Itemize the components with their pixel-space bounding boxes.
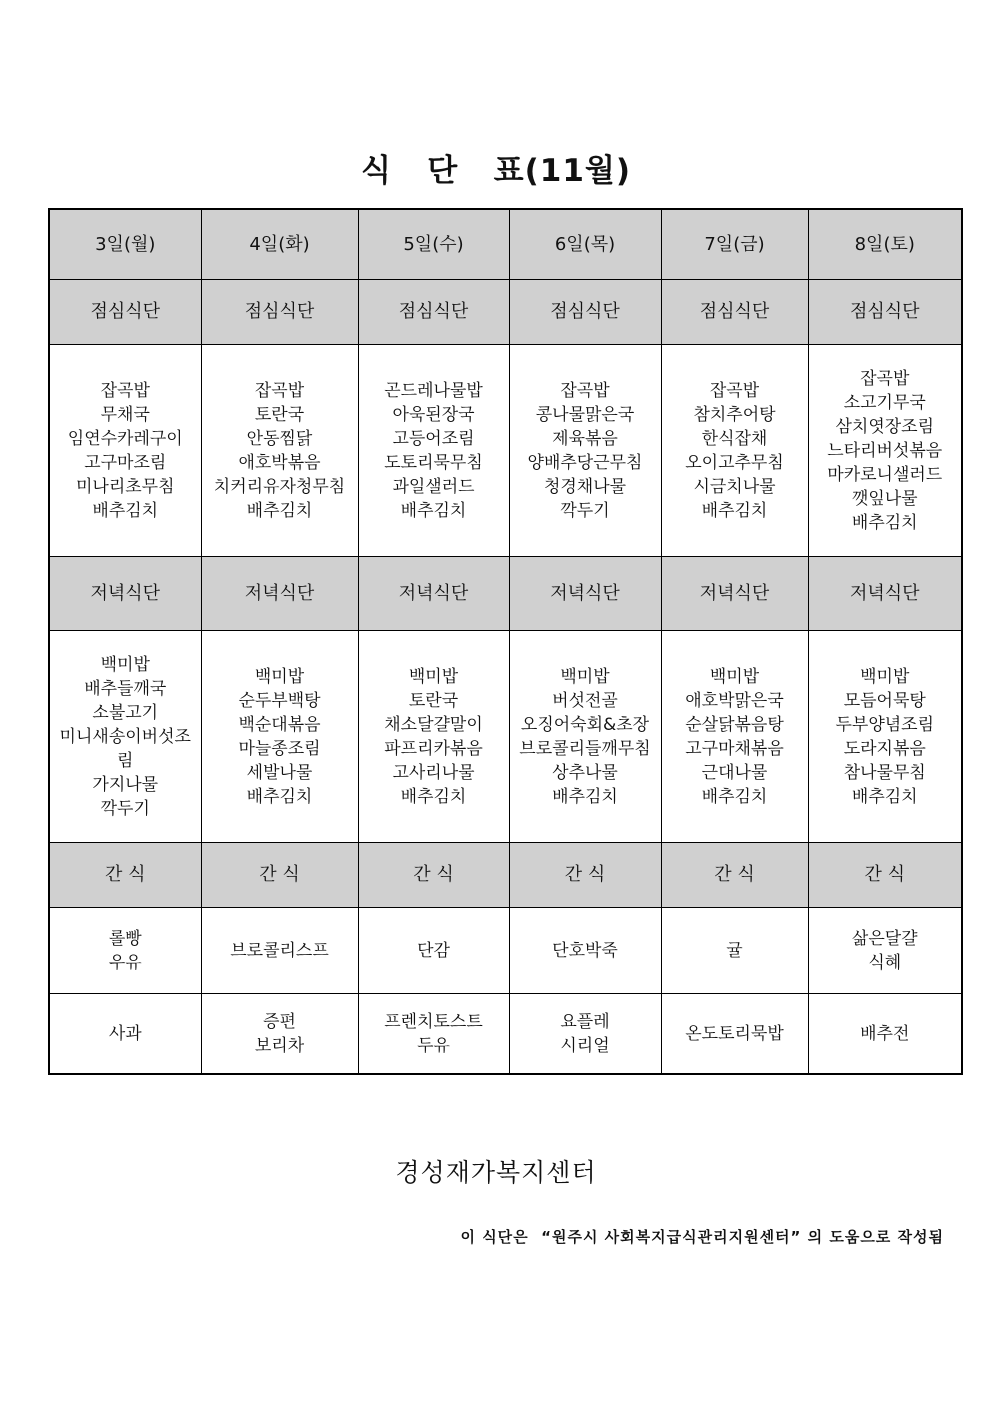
snack-item: 브로콜리스프: [230, 940, 329, 961]
snack-cell: [509, 908, 661, 994]
dinner-label: 저녁식단: [49, 557, 201, 631]
menu-item: 백미밥: [100, 654, 150, 675]
snack-item: 시리얼: [560, 1035, 610, 1056]
menu-item: 버섯전골: [552, 690, 618, 711]
date-cell: 5일(수): [358, 209, 509, 280]
snack-item: 두유: [417, 1035, 450, 1056]
menu-item: 깻잎나물: [851, 488, 918, 509]
menu-item: 아욱된장국: [392, 404, 475, 425]
dinner-label-row: [49, 557, 962, 631]
lunch-menu-cell: [808, 345, 962, 557]
menu-item: 마늘종조림: [238, 738, 321, 759]
menu-item: 느타리버섯볶음: [827, 440, 943, 461]
snack-item: 단감: [417, 940, 450, 961]
menu-item: 미나리초무침: [75, 476, 175, 497]
credit-note: 이 식단은 “원주시 사회복지급식관리지원센터” 의 도움으로 작성됨: [460, 1228, 944, 1246]
lunch-menu-cell: [509, 345, 661, 557]
date-cell: 8일(토): [808, 209, 962, 280]
lunch-menu-cell: [661, 345, 808, 557]
menu-item: 시금치나물: [693, 476, 776, 497]
menu-item: 고등어조림: [392, 428, 475, 449]
snack-cell: [201, 908, 358, 994]
menu-item: 배추김치: [246, 500, 313, 521]
date-cell: 4일(화): [201, 209, 358, 280]
date-cell: 7일(금): [661, 209, 808, 280]
snack-item: 귤: [726, 940, 743, 961]
lunch-menu-cell: [49, 345, 201, 557]
date-cell: 6일(목): [509, 209, 661, 280]
dinner-menu-cell: [358, 631, 509, 843]
menu-item: 토란국: [254, 404, 305, 425]
menu-item: 참치추어탕: [693, 404, 776, 425]
menu-item: 배추김치: [851, 512, 918, 533]
menu-item: 한식잡채: [701, 428, 768, 449]
date-cell: 3일(월): [49, 209, 201, 280]
menu-item: 잡곡밥: [254, 380, 305, 401]
menu-item: 깍두기: [100, 798, 150, 819]
menu-item: 모듬어묵탕: [843, 690, 926, 711]
snack-item: 삶은달걀: [851, 928, 918, 949]
snack-item: 증편: [263, 1011, 296, 1032]
menu-item: 배추김치: [400, 500, 467, 521]
snack-label: 간 식: [49, 843, 201, 908]
menu-table: [48, 208, 963, 1075]
menu-item: 백미밥: [254, 666, 305, 687]
snack-cell: [49, 994, 201, 1075]
menu-item: 삼치엿장조림: [835, 416, 935, 437]
lunch-label-row: [49, 280, 962, 345]
menu-item: 과일샐러드: [392, 476, 475, 497]
lunch-menu-cell: [201, 345, 358, 557]
menu-item: 고구마조림: [84, 452, 167, 473]
snack-label: 간 식: [509, 843, 661, 908]
dinner-label: 저녁식단: [661, 557, 808, 631]
dinner-menu-cell: [808, 631, 962, 843]
snack-cell: [661, 908, 808, 994]
menu-item: 두부양념조림: [835, 714, 935, 735]
snack-label: 간 식: [201, 843, 358, 908]
menu-item: 곤드레나물밥: [384, 380, 483, 401]
menu-item: 양배추당근무침: [527, 452, 643, 473]
menu-item: 백미밥: [709, 666, 760, 687]
snack-row-2: [49, 994, 962, 1075]
menu-item: 가지나물: [92, 774, 159, 795]
lunch-menu-cell: [358, 345, 509, 557]
menu-item: 세발나물: [246, 762, 313, 783]
lunch-label: 점심식단: [661, 280, 808, 345]
menu-item: 잡곡밥: [560, 380, 610, 401]
snack-label: 간 식: [808, 843, 962, 908]
menu-item: 안동찜닭: [246, 428, 313, 449]
menu-item: 콩나물맑은국: [535, 404, 635, 425]
snack-cell: [808, 994, 962, 1075]
menu-item: 파프리카볶음: [384, 738, 483, 759]
snack-item: 우유: [108, 952, 142, 973]
snack-label: 간 식: [661, 843, 808, 908]
menu-item: 백미밥: [860, 666, 910, 687]
menu-item: 고구마채볶음: [685, 738, 784, 759]
snack-item: 롤빵: [108, 928, 142, 949]
snack-label: 간 식: [358, 843, 509, 908]
menu-item: 백순대볶음: [238, 714, 321, 735]
menu-item: 참나물무침: [843, 762, 926, 783]
menu-item: 소고기무국: [843, 392, 926, 413]
menu-item: 백미밥: [408, 666, 459, 687]
menu-item: 배추김치: [851, 786, 918, 807]
snack-row-1: [49, 908, 962, 994]
page-title: 식 단 표(11월): [360, 153, 631, 189]
snack-item: 보리차: [254, 1035, 305, 1056]
menu-item: 순두부백탕: [238, 690, 321, 711]
snack-item: 사과: [108, 1023, 142, 1044]
dinner-menu-cell: [49, 631, 201, 843]
snack-cell: [201, 994, 358, 1075]
snack-cell: [661, 994, 808, 1075]
menu-item: 순살닭볶음탕: [685, 714, 784, 735]
menu-item: 무채국: [100, 404, 150, 425]
menu-item: 채소달걀말이: [384, 714, 483, 735]
menu-item: 배추김치: [701, 786, 768, 807]
snack-item: 온도토리묵밥: [685, 1023, 784, 1044]
lunch-label: 점심식단: [201, 280, 358, 345]
dinner-label: 저녁식단: [808, 557, 962, 631]
lunch-label: 점심식단: [49, 280, 201, 345]
snack-cell: [808, 908, 962, 994]
lunch-label: 점심식단: [509, 280, 661, 345]
dinner-label: 저녁식단: [358, 557, 509, 631]
snack-item: 단호박죽: [552, 940, 618, 961]
menu-item: 제육볶음: [552, 428, 618, 449]
menu-item: 마카로니샐러드: [827, 464, 943, 485]
menu-item: 미니새송이버섯조림: [59, 726, 191, 771]
lunch-label: 점심식단: [358, 280, 509, 345]
center-name: 경성재가복지센터: [395, 1158, 597, 1187]
snack-item: 배추전: [860, 1023, 910, 1044]
menu-item: 오징어숙회&초장: [520, 714, 650, 735]
snack-cell: [509, 994, 661, 1075]
menu-item: 잡곡밥: [860, 368, 910, 389]
snack-cell: [49, 908, 201, 994]
lunch-label: 점심식단: [808, 280, 962, 345]
menu-item: 상추나물: [552, 762, 618, 783]
snack-label-row: [49, 843, 962, 908]
menu-item: 애호박맑은국: [685, 690, 784, 711]
dinner-label: 저녁식단: [201, 557, 358, 631]
snack-item: 식혜: [868, 952, 902, 973]
dinner-menu-cell: [201, 631, 358, 843]
snack-cell: [358, 908, 509, 994]
menu-item: 잡곡밥: [709, 380, 760, 401]
menu-item: 브로콜리들깨무침: [519, 738, 651, 759]
menu-item: 배추김치: [400, 786, 467, 807]
menu-item: 백미밥: [560, 666, 610, 687]
snack-item: 프렌치토스트: [384, 1011, 483, 1032]
menu-item: 청경채나물: [543, 476, 627, 497]
date-header-row: [49, 209, 962, 280]
menu-item: 오이고추무침: [685, 452, 784, 473]
menu-item: 배추김치: [552, 786, 618, 807]
menu-item: 애호박볶음: [238, 452, 321, 473]
menu-item: 잡곡밥: [100, 380, 150, 401]
menu-item: 도토리묵무침: [384, 452, 483, 473]
menu-item: 배추김치: [92, 500, 159, 521]
menu-item: 토란국: [408, 690, 459, 711]
dinner-menu-row: [49, 631, 962, 843]
menu-item: 깍두기: [560, 500, 610, 521]
dinner-label: 저녁식단: [509, 557, 661, 631]
menu-item: 배추김치: [701, 500, 768, 521]
lunch-menu-row: [49, 345, 962, 557]
menu-item: 도라지볶음: [843, 738, 926, 759]
snack-cell: [358, 994, 509, 1075]
menu-item: 배추김치: [246, 786, 313, 807]
menu-item: 소불고기: [92, 702, 159, 723]
menu-item: 배추들깨국: [84, 678, 167, 699]
dinner-menu-cell: [661, 631, 808, 843]
menu-item: 근대나물: [701, 762, 768, 783]
snack-item: 요플레: [560, 1011, 610, 1032]
menu-item: 치커리유자청무침: [213, 476, 346, 497]
menu-item: 고사리나물: [392, 762, 475, 783]
menu-item: 임연수카레구이: [67, 428, 183, 449]
dinner-menu-cell: [509, 631, 661, 843]
